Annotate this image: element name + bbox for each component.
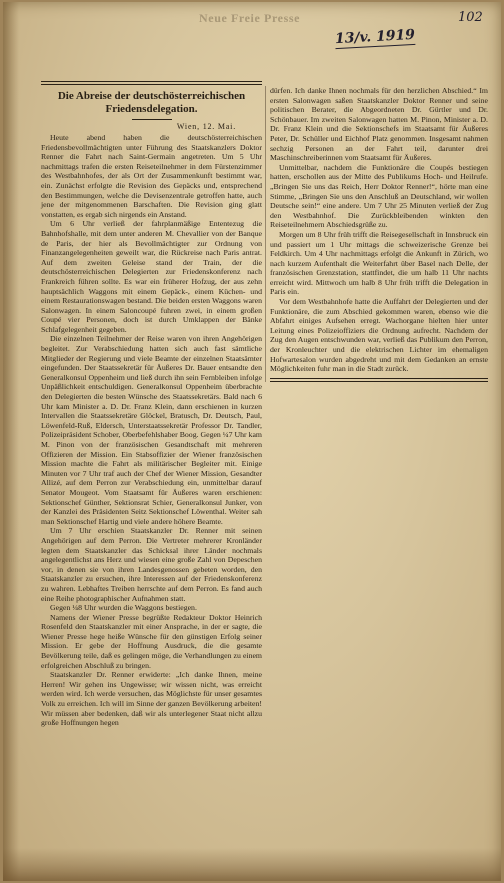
publication-stamp: Neue Freie Presse (199, 11, 301, 25)
title-top-rule (41, 81, 262, 85)
sheet-bottom-stain (3, 848, 501, 881)
article-title-line-1: Die Abreise der deutschösterreichischen (57, 90, 246, 102)
article-paragraph: dürfen. Ich danke Ihnen nochmals für den herzlichen Abschied.“ Im ersten Salonwagen saßen Staatskanzler Doktor Renner und seine politischen Berater, die Abgeordneten Dr. Gürtler und Dr. Schönbauer. Im zweiten Salonwagen hatten M. Pinon, Minister a. D. Dr. Franz Klein und die Sektionschefs im Staatsamt für Äußeres Peter, Dr. Schüller und Eichhof Platz genommen. Insgesamt nahmen sechzig Personen an der Fahrt teil, darunter drei Maschinschreiberinnen vom Staatsamt für Äußeres. (270, 86, 488, 163)
sheet-edge-shadow (3, 2, 19, 881)
article-right-column (265, 86, 488, 382)
article-title-line-2: Friedensdelegation. (105, 103, 198, 115)
article-paragraph: Gegen ¼8 Uhr wurden die Waggons bestiegen. (50, 603, 197, 613)
archive-sheet (3, 2, 501, 881)
article-paragraph: Morgen um 8 Uhr früh trifft die Reisegesellschaft in Innsbruck ein und passiert um 1 Uhr mittags die schweizerische Grenze bei Feldkirch. Um 4 Uhr nachmittags erfolgt die Ankunft in Zürich, wo nach kurzem Aufenthalt die Weiterfahrt über Basel nach Delle, der französischen Grenzstation, stattfindet, die um halb 11 Uhr nachts erreicht wird. Mittwoch um halb 8 Uhr früh trifft die Delegation in Paris ein. (270, 229, 488, 297)
article-paragraph: Heute abend haben die deutschösterreichischen Friedensbevollmächtigten unter Führung des Staatskanzlers Doktor Renner die Fahrt nach Saint-Germain angetreten. Um 5 Uhr nachmittags trafen die ersten Reiseteilnehmer in dem Fürstenzimmer des Westbahnhofes, der als Ort der Zusammenkunft bestimmt war, ein. Zunächst erfolgte die Revision des Gepäcks und, entsprechend den Bestimmungen, welche die Devisenzentrale getroffen hatte, auch jene der mitgenommenen Barschaften. Die Revision ging glatt vonstatten, es ergab sich nirgends ein Anstand. (41, 133, 262, 219)
article-paragraph: Um 6 Uhr verließ der fahrplanmäßige Ententezug die Bahnhofshalle, mit dem unter anderen M. Chevallier von der Banque de Paris, der hier als Bevollmächtigter zur Ordnung von Finanzangelegenheiten geweilt war, die Rückreise nach Paris antrat. Auf dem zweiten Geleise stand der Train, der die deutschösterreichischen Delegierten zur Friedenskonferenz nach Frankreich führen sollte. Es war ein früherer Hofzug, der aus zehn hauptsächlich Waggons mit einem Gepäck-, einem Küchen- und einem Restaurationswagen bestand. Die beiden ersten Waggons waren Salonwagen. In einem Saloncoupé fuhren zwei, in einem großen Coupé vier Personen, doch ist durch Umklappen der Bänke Schlafgelegenheit gegeben. (41, 219, 262, 334)
article-paragraph: Namens der Wiener Presse begrüßte Redakteur Doktor Heinrich Rosenfeld den Staatskanzler mit einer Ansprache, in der er sagte, die Wiener Presse hege heiße Wünsche für den günstigen Erfolg seiner Mission. Er gebe der Hoffnung Ausdruck, die die gesamte Bevölkerung teile, daß es gelingen möge, die Verhandlungen zu einem erfolgreichen Abschluß zu bringen. (41, 612, 262, 670)
article-paragraph: Unmittelbar, nachdem die Funktionäre die Coupés bestiegen hatten, erschollen aus der Mitte des Publikums Hoch- und Heilrufe. „Bringen Sie uns das Reich, Herr Doktor Renner!“, hörte man eine Stimme, „Bringen Sie uns den Anschluß an Deutschland, wir wollen Deutsche sein!“ eine andere. Um 7 Uhr 25 Minuten verließ der Zug den Westbahnhof. Die Zurückbleibenden winkten den Reiseteilnehmern Abschiedsgrüße zu. (270, 162, 488, 230)
article-paragraph: Die einzelnen Teilnehmer der Reise waren von ihren Angehörigen begleitet. Zur Verabschiedung hatten sich auch fast sämtliche Mitglieder der Regierung und viele Beamte der einzelnen Staatsämter eingefunden. Der Staatssekretär für Äußeres Dr. Bauer entsandte den Generalkonsul Oppenheim und ließ durch ihn sein Fernbleiben infolge Unpäßlichkeit entschuldigen. Generalkonsul Oppenheim überbrachte den Delegierten die besten Wünsche des Staatssekretärs. Bald nach 6 Uhr kam Minister a. D. Dr. Franz Klein, dann erschienen in kurzen Intervallen die Staatssekretäre Glöckel, Bratusch, Dr. Deutsch, Paul, Löwenfeld-Ruß, Eldersch, Unterstaatssekretär Professor Dr. Tandler, Polizeipräsident Schober, Oberbefehlshaber Boog. Gegen ¼7 Uhr kam M. Pinon von der französischen Gesandtschaft mit mehreren Offizieren der Mission. Ein Stabsoffizier der Wiener französischen Mission machte die Fahrt als militärischer Begleiter mit. Einige Minuten vor 7 Uhr traf auch der Chef der Wiener Mission, Gesandter Allizé, auf dem Perron zur Verabschiedung ein, unmittelbar darauf Senator Mougeot. Vom Staatsamt für Äußeres waren erschienen: Sektionschef Günther, Sektionsrat Schier, Generalkonsul Junker, von der Kanzlei des Präsidenten Seitz Sektionschef Löwenthal. Weiter sah man Sektionschef Hartig und viele andere höhere Beamte. (41, 334, 262, 526)
article-paragraph: Vor dem Westbahnhofe hatte die Auffahrt der Delegierten und der Funktionäre, die zum Abschied gekommen waren, ebenso wie die Abfahrt einiges Aufsehen erregt. Wachorgane hielten hier unter Leitung eines Polizeioffiziers die Ordnung aufrecht. Nachdem der Zug den Augen entschwunden war, verließ das Publikum den Perron, der Kronleuchter und die elektrischen Lichter im ehemaligen Hofwartesalon wurden abgedreht und mit dem Gedanken an ernste Möglichkeiten fuhr man in die Stadt zurück. (270, 297, 488, 374)
article-left-column (41, 81, 262, 728)
handwritten-date: 13/v. 1919 (334, 26, 416, 48)
article-end-rule (270, 378, 488, 382)
dateline: Wien, 12. Mai. (176, 122, 236, 131)
handwritten-folio-number: 102 (458, 10, 483, 25)
article-paragraph: Um 7 Uhr erschien Staatskanzler Dr. Renner mit seinen Angehörigen auf dem Perron. Die Vertreter mehrerer Kronländer legten dem Staatskanzler das Schicksal ihrer Länder nochmals angelegentlichst ans Herz und wiesen eine große Zahl von Depeschen vor, in denen sie von ihren Landesgenossen gebeten worden, den Staatskanzler zu ersuchen, ihre Interessen auf der Friedenskonferenz zu wahren. Lebhaftes Treiben herrschte auf dem Perron. Es fand auch eine Reihe photographischer Aufnahmen statt. (41, 526, 262, 603)
title-underline-rule (132, 119, 172, 120)
article-paragraph: Staatskanzler Dr. Renner erwiderte: „Ich danke Ihnen, meine Herren! Wir gehen ins Ungewisse; wir wissen nicht, was erreicht werden wird. Ich werde versuchen, das Möglichste für unser gesamtes Volk zu erreichen. Ich will im Sinne der ganzen Bevölkerung arbeiten! Wir müssen aber bedenken, daß wir als unterlegener Staat nicht allzu große Hoffnungen hegen (41, 670, 262, 728)
article-title (41, 90, 262, 116)
